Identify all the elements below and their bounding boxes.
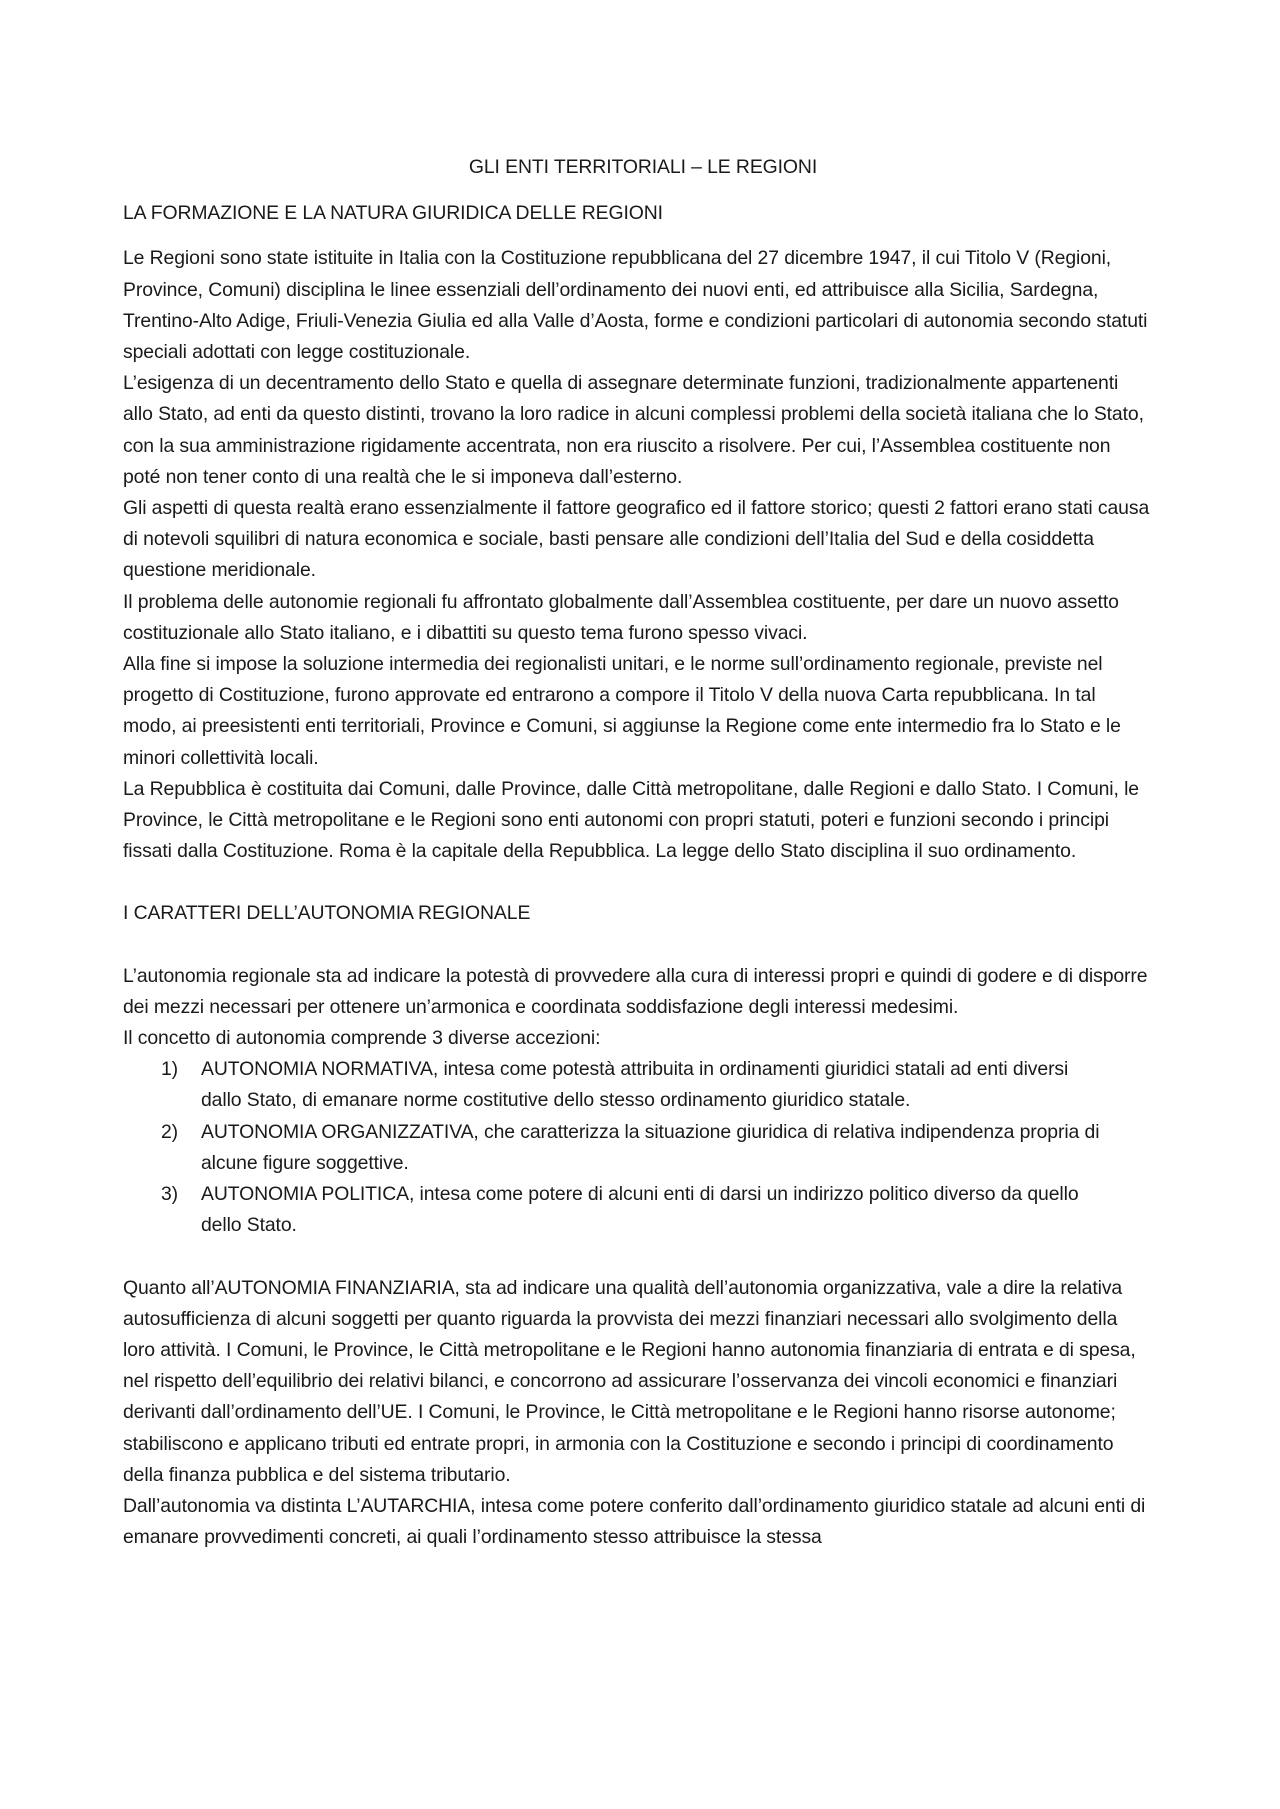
paragraph: L’autonomia regionale sta ad indicare la potestà di provvedere alla cura di interessi propri e quindi di godere e di disporre dei mezzi necessari per ottenere un’armonica e coordinata soddisfazione degli interessi medesimi. [123, 964, 1148, 1018]
document-body [123, 152, 1153, 1553]
section-body-caratteri [123, 961, 1153, 1554]
autonomy-list [123, 1054, 1153, 1241]
list-item-text: AUTONOMIA NORMATIVA, intesa come potestà attribuita in ordinamenti giuridici statali ad enti diversi dallo Stato, di emanare norme costitutive dello stesso ordinamento giuridico statale. [201, 1058, 1069, 1112]
list-item-number: 3) [161, 1183, 179, 1206]
document-title: GLI ENTI TERRITORIALI – LE REGIONI [468, 156, 818, 178]
paragraph: Alla fine si impose la soluzione intermedia dei regionalisti unitari, e le norme sull’ordinamento regionale, previste nel progetto di Costituzione, furono approvate ed entrarono a compore il Titolo V della nuova Carta repubblicana. In tal modo, ai preesistenti enti territoriali, Province e Comuni, si aggiunse la Regione come ente intermedio fra lo Stato e le minori collettività locali. [123, 653, 1121, 769]
paragraph: Le Regioni sono state istituite in Italia con la Costituzione repubblicana del 27 dicembre 1947, il cui Titolo V (Regioni, Province, Comuni) disciplina le linee essenziali dell’ordinamento dei nuovi enti, ed attribuisce alla Sicilia, Sardegna, Trentino-Alto Adige, Friuli-Venezia Giulia ed alla Valle d’Aosta, forme e condizioni particolari di autonomia secondo statuti speciali adottati con legge costituzionale. [123, 247, 1148, 364]
list-item [161, 1117, 1153, 1179]
spacer [123, 1242, 1153, 1273]
list-intro: Il concetto di autonomia comprende 3 diverse accezioni: [123, 1027, 601, 1050]
paragraph-autonomia-finanziaria: Quanto all’AUTONOMIA FINANZIARIA, sta ad indicare una qualità dell’autonomia organizzativa, vale a dire la relativa autosufficienza di alcuni soggetti per quanto riguarda la provvista dei mezzi finanziari necessari allo svolgimento della loro attività. I Comuni, le Province, le Città metropolitane e le Regioni hanno autonomia finanziaria di entrata e di spesa, nel rispetto dell’equilibrio dei relativi bilanci, e concorrono ad assicurare l’osservanza dei vincoli economici e finanziari derivanti dall’ordinamento dell’UE. I Comuni, le Province, le Città metropolitane e le Regioni hanno risorse autonome; stabiliscono e applicano tributi ed entrate propri, in armonia con la Costituzione e secondo i principi di coordinamento della finanza pubblica e del sistema tributario. [123, 1276, 1136, 1486]
paragraph: Il problema delle autonomie regionali fu affrontato globalmente dall’Assemblea costituente, per dare un nuovo assetto costituzionale allo Stato italiano, e i dibattiti su questo tema furono spesso vivaci. [123, 590, 1119, 644]
section-body-formazione [123, 243, 1153, 867]
paragraph: Gli aspetti di questa realtà erano essenzialmente il fattore geografico ed il fattore storico; questi 2 fattori erano stati causa di notevoli squilibri di natura economica e sociale, basti pensare alle condizioni dell’Italia del Sud e della cosiddetta questione meridionale. [123, 497, 1150, 582]
paragraph: L’esigenza di un decentramento dello Stato e quella di assegnare determinate funzioni, tradizionalmente appartenenti allo Stato, ad enti da questo distinti, trovano la loro radice in alcuni complessi problemi della società italiana che lo Stato, con la sua amministrazione rigidamente accentrata, non era riuscito a risolvere. Per cui, l’Assemblea costituente non poté non tener conto di una realtà che le si imponeva dall’esterno. [123, 372, 1144, 488]
list-item-number: 1) [161, 1058, 179, 1081]
paragraph: La Repubblica è costituita dai Comuni, dalle Province, dalle Città metropolitane, dalle Regioni e dallo Stato. I Comuni, le Province, le Città metropolitane e le Regioni sono enti autonomi con propri statuti, poteri e funzioni secondo i principi fissati dalla Costituzione. Roma è la capitale della Repubblica. La legge dello Stato disciplina il suo ordinamento. [123, 777, 1139, 863]
list-item [161, 1179, 1153, 1241]
section-heading-caratteri: I CARATTERI DELL’AUTONOMIA REGIONALE [123, 902, 531, 925]
list-item-text: AUTONOMIA POLITICA, intesa come potere di alcuni enti di darsi un indirizzo politico diverso da quello dello Stato. [201, 1183, 1079, 1237]
list-item-number: 2) [161, 1120, 179, 1143]
list-item [161, 1054, 1153, 1116]
paragraph-autarchia: Dall’autonomia va distinta L’AUTARCHIA, intesa come potere conferito dall’ordinamento giuridico statale ad alcuni enti di emanare provvedimenti concreti, ai quali l’ordinamento stesso attribuisce la stessa [123, 1494, 1146, 1549]
list-item-text: AUTONOMIA ORGANIZZATIVA, che caratterizza la situazione giuridica di relativa indipendenza propria di alcune figure soggettive. [201, 1120, 1100, 1174]
section-heading-formazione: LA FORMAZIONE E LA NATURA GIURIDICA DELLE REGIONI [123, 202, 663, 225]
